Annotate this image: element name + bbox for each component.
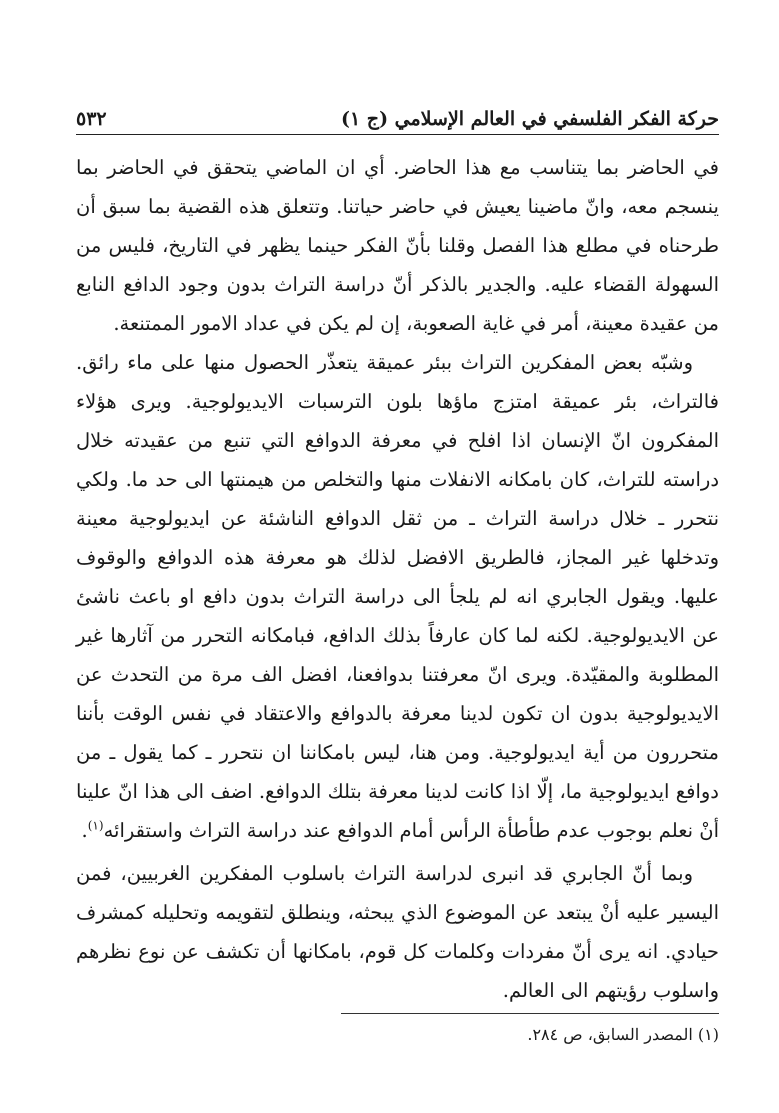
header-rule bbox=[76, 134, 719, 135]
paragraph-2 bbox=[76, 343, 719, 850]
header-title: حركة الفكر الفلسفي في العالم الإسلامي (ج ١) bbox=[340, 108, 719, 130]
paragraph-1: في الحاضر بما يتناسب مع هذا الحاضر. أي ان الماضي يتحقق في الحاضر بما ينسجم معه، وانّ ماضينا يعيش في حاضر حياتنا. وتتعلق هذه القضية بما سبق أن طرحناه في مطلع هذا الفصل وقلنا بأنّ الفكر حينما يظهر في التاريخ، فليس من السهولة القضاء عليه. والجدير بالذكر أنّ دراسة التراث بدون وجود الدافع النابع من عقيدة معينة، أمر في غاية الصعوبة، إن لم يكن في عداد الامور الممتنعة. bbox=[76, 156, 719, 335]
running-header bbox=[76, 96, 719, 130]
paragraph-3: وبما أنّ الجابري قد انبرى لدراسة التراث باسلوب المفكرين الغربيين، فمن اليسير عليه أنْ يبتعد عن الموضوع الذي يبحثه، وينطلق لتقويمه وتحليله كمشرف حيادي. انه يرى أنّ مفردات وكلمات كل قوم، بامكانها أن تكشف عن نوع نظرهم واسلوب رؤيتهم الى العالم. bbox=[76, 862, 719, 1002]
body-text bbox=[76, 148, 719, 1010]
page-number: ٥٣٢ bbox=[76, 108, 107, 130]
footnote-rule bbox=[341, 1013, 719, 1014]
paragraph-2-text: وشبّه بعض المفكرين التراث ببئر عميقة يتعذّر الحصول منها على ماء رائق. فالتراث، بئر عميقة امتزج ماؤها بلون الترسبات الايديولوجية. ويرى هؤلاء المفكرون انّ الإنسان اذا افلح في معرفة الدوافع التي تنبع من عقيدته خلال دراسته للتراث، كان بامكانه الانفلات منها والتخلص من هيمنتها الى حد ما. ولكي نتحرر ـ خلال دراسة التراث ـ من ثقل الدوافع الناشئة عن ايديولوجية معينة وتدخلها غير المجاز، فالطريق الافضل لذلك هو معرفة هذه الدوافع والوقوف عليها. ويقول الجابري انه لم يلجأ الى دراسة التراث بدون دافع او باعث ناشئ عن الايديولوجية. لكنه لما كان عارفاً بذلك الدافع، فبامكانه التحرر من آثارها غير المطلوبة والمقيّدة. ويرى انّ معرفتنا بدوافعنا، افضل الف مرة من التحدث عن الايديولوجية بدون ان تكون لدينا معرفة بالدوافع والاعتقاد في نفس الوقت بأننا متحررون من أية ايديولوجية. ومن هنا، ليس بامكاننا ان نتحرر ـ كما يقول ـ من دوافع ايديولوجية ما، إلّا اذا كانت لدينا معرفة بتلك الدوافع. اضف الى هذا انّ علينا أنْ نعلم بوجوب عدم طأطأة الرأس أمام الدوافع عند دراسة التراث واستقرائه bbox=[76, 351, 719, 842]
paragraph-2-tail: . bbox=[81, 819, 88, 842]
footnote-marker[interactable]: (١) bbox=[87, 818, 104, 833]
footnote: (١) المصدر السابق، ص ٢٨٤. bbox=[527, 1025, 719, 1044]
